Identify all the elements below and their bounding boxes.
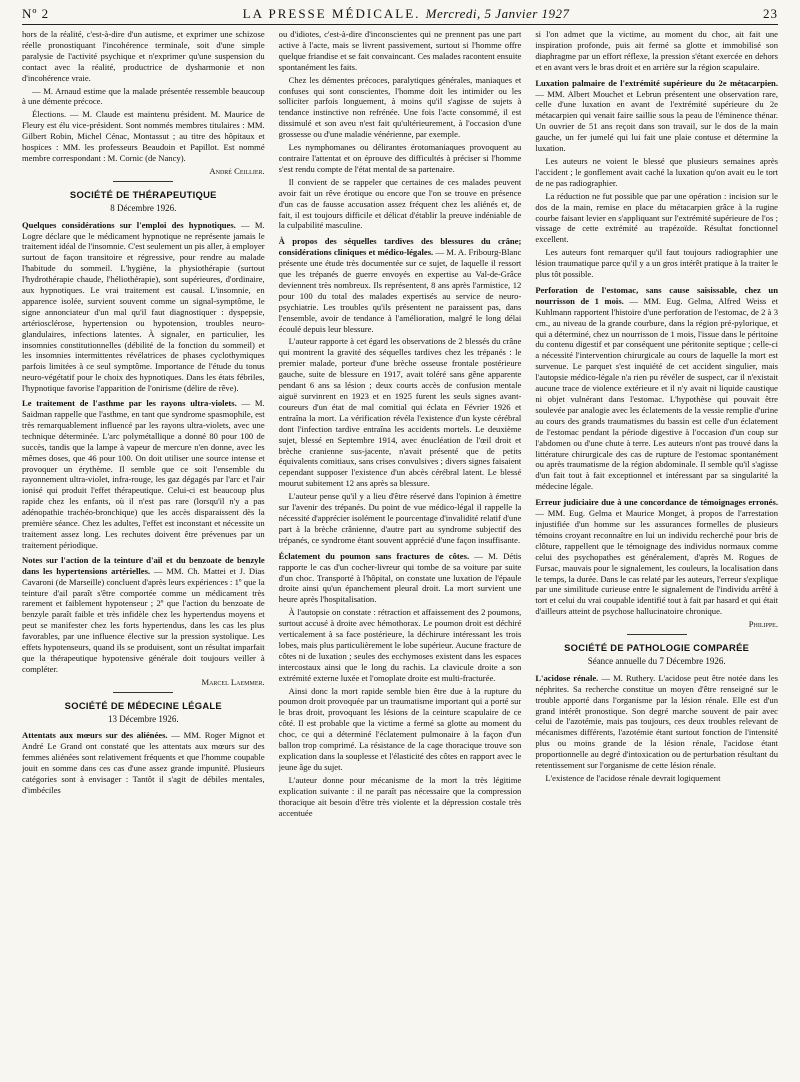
paragraph: L'auteur pense qu'il y a lieu d'être réservé dans l'opinion à émettre sur l'avenir des trépanés. Du point de vue médico-légal il rappelle la nécessité d'apprécier isolément le pourcentage d'invalidité relatif d'une part à la brèche crânienne, d'autre part au syndrome subjectif des trépanés, ce syndrome étant souvent apprécié d'une façon insuffisante.	[278, 491, 522, 545]
page-number: 23	[762, 6, 778, 21]
paragraph: À l'autopsie on constate : rétraction et affaissement des 2 poumons, surtout accusé à droite avec hémothorax. Le poumon droit est déchiré verticalement à sa face postérieure, la déchirure intéressant les trois lobes, mais plus particulièrement le lobe supérieur. Aucune fracture de côtes ni de luxation ; seules des ecchymoses existent dans les espaces intercostaux ainsi que le long du rachis. La clavicule droite a son extrémité externe luxée et l'omoplate droite est multi-fracturée.	[278, 607, 522, 683]
paragraph: Élections. — M. Claude est maintenu président. M. Maurice de Fleury est élu vice-président. Sont nommés membres titulaires : MM. Gilbert Robin, Michel Cénac, Montassut ; au titre des hôpitaux et hospices : MM. les professeurs Beaudoin et Papillot. Est nommé membre correspondant : M. Cornic (de Nancy).	[22, 109, 265, 163]
columns	[22, 29, 778, 1069]
journal-title: LA PRESSE MÉDICALE	[242, 6, 416, 21]
signature: André Ceillier.	[209, 165, 265, 176]
paragraph: — M. Saidman rappelle que l'asthme, en tant que syndrome spasmophile, est très remarquablement influencé par les rayons ultra-violets, avec une technique déterminée. L'arc polymétallique a donné 80 pour 100 de succès, tandis que la lampe à vapeur de mercure n'en donne, avec les mêmes doses, que 46 pour 100. On doit utiliser une source intense et provoquer un érythème. Il semble que ce soit l'ensemble du rayonnement ultra-violet, infra-rouge, les gaz dégagés par l'arc et l'air ionisé qui produit l'effet thérapeutique. Celui-ci est beaucoup plus rapide chez les enfants, où il n'est pas rare (lorsqu'il n'y a pas adénopathie trachéo-bronchique) que les accès disparaissent dès la première séance. Chez les adultes, l'effet est inconstant et nécessite un traitement assez long. Les rechutes doivent être prévenues par un traitement périodique.	[22, 398, 265, 550]
society-heading: SOCIÉTÉ DE PATHOLOGIE COMPARÉE	[564, 642, 750, 654]
paragraph: hors de la réalité, c'est-à-dire d'un autisme, et exprimer une schizose réelle pronostiquant l'incohérence terminale, soit d'une simple paralysie de l'activité psychique et n'exprimer qu'une suspension du contact avec la réalité, productrice de dysharmonie et non d'incohérence vraie.	[22, 29, 265, 83]
paragraph: ou d'idiotes, c'est-à-dire d'inconscientes qui ne prennent pas une part active à l'acte, mais se livrent passivement, surtout si l'homme offre quelque friandise et se fait convaincant. Ces malades racontent ensuite spontanément les faits.	[278, 29, 522, 72]
paragraph: — MM. Roger Mignot et André Le Grand ont constaté que les attentats aux mœurs sur des femmes aliénées sont relativement fréquents et que l'homme coupable jouit en somme dans ces cas d'une assez grande impunité. Plusieurs catégories sont à envisager : Tantôt il s'agit de débiles mentales, d'imbéciles	[22, 730, 265, 795]
paragraph: si l'on admet que la victime, au moment du choc, ait fait une inspiration profonde, puis ait fermé sa glotte et immobilisé son diaphragme par un effort réflexe, la pression s'étant exercée en dehors et en avant vers le bras droit et en arrière sur la région scapulaire.	[535, 29, 778, 72]
column-1	[22, 29, 265, 1069]
paragraph: Les auteurs font remarquer qu'il faut toujours radiographier une lésion traumatique parce qu'il y a un gros intérêt pratique à la traiter le plus tôt possible.	[535, 247, 778, 280]
article-heading: Attentats aux mœurs sur des aliénées.	[22, 730, 168, 741]
article-heading: Erreur judiciaire due à une concordance de témoignages erronés.	[535, 497, 778, 508]
paragraph: L'existence de l'acidose rénale devrait logiquement	[545, 773, 721, 783]
article-heading: Quelques considérations sur l'emploi des hypnotiques.	[22, 219, 236, 230]
paragraph: — M. Ruthery. L'acidose peut être notée dans les néphrites. Sa recherche constitue un moyen d'être renseigné sur le trouble apporté dans l'organisme par la lésion rénale. Elle est d'un grand intérêt pronostique. Son degré marche souvent de pair avec celui de l'azotémie, mais pas toujours, ces deux troubles relevant de mécanismes différents, l'azotémie étant surtout fonction de l'intensité plus ou moins grande de la lésion rénale, l'acidose étant proportionnelle au degré d'intoxication ou de perturbation résultant du retentissement sur l'organisme de cette lésion rénale.	[535, 672, 778, 771]
paragraph: — M. Arnaud estime que la malade présentée ressemble beaucoup à une démente précoce.	[22, 85, 265, 107]
session-date: 13 Décembre 1926.	[107, 713, 179, 724]
paragraph: — M. Détis rapporte le cas d'un cocher-livreur qui tombe de sa voiture par suite d'un choc. Transporté à l'hôpital, on constate une luxation de l'épaule droite ainsi qu'un épanchement pleural droit. La mort survient une heure après l'hospitalisation.	[278, 550, 522, 605]
society-heading: SOCIÉTÉ DE THÉRAPEUTIQUE	[69, 188, 217, 200]
signature: Marcel Laemmer.	[201, 676, 265, 687]
paragraph: Chez les démentes précoces, paralytiques générales, maniaques et confuses qui sont conscientes, l'homme doit les intimider ou les solliciter parfois longuement, à moins qu'il s'agisse de sujets à tendance instinctive non refrénée. Une fois l'acte consommé, il est dissimulé et son aveu n'est fait qu'ultérieurement, à l'occasion d'une grossesse ou d'une maladie vénérienne, par exemple.	[278, 74, 522, 140]
running-header	[22, 6, 778, 22]
paragraph: Il convient de se rappeler que certaines de ces malades peuvent avoir fait un rêve érotique ou encore que l'on se trouve en présence d'un cas de fausse accusation assez fréquent chez les aliénés et, de fait, il est toujours difficile et délicat d'établir la preuve indéniable de la culpabilité masculine.	[278, 176, 522, 231]
section-divider	[627, 634, 687, 635]
paragraph: L'auteur donne pour mécanisme de la mort la très légitime explication suivante : il ne paraît pas nécessaire que la compression thoracique ait besoin d'être très violente et la dépression costale très accentuée	[278, 774, 522, 818]
header-rule	[22, 24, 778, 25]
session-date: 8 Décembre 1926.	[110, 202, 177, 213]
column-2	[279, 29, 522, 1069]
paragraph: — MM. Albert Mouchet et Lebrun présentent une observation rare, celle d'une luxation en avant de l'extrémité supérieure du 2e métacarpien qui venait faire saillie sous la peau de l'éminence thénar. Un ouvrier de 51 ans reçoit dans son travail, sur le dos de la main gauche, un fer jumelé qui lui fait une plaie contuse et détermine la luxation.	[535, 88, 778, 154]
paragraph: L'auteur rapporte à cet égard les observations de 2 blessés du crâne qui montrent la gravité des séquelles tardives chez les trépanés : le premier malade, porteur d'une brèche osseuse frontale postérieure gauche, suite de blessure en 1917, avait toléré sans gêne apparente pendant 6 ans sa lésion ; deux courts accès de confusion mentale aiguë survinrent en 1923 et en 1925 furent les seuls signes avant-coureurs d'un état de mal comitial qui éclata en Février 1926 et entraîna la mort. La vérification révéla l'existence d'un kyste cérébral dont l'infection tardive entraîna les accidents mortels. Le deuxième sujet, blessé en Septembre 1914, avec énucléation de l'œil droit et brèche cranienne sus-jacente, n'avait présenté que de petits équivalents comitiaux, sans crises convulsives ; divers signes faisaient cependant supposer l'existence d'un abcès cérébral latent. Le blessé mourut subitement 12 ans après sa blessure.	[278, 336, 522, 489]
paragraph: — MM. Eug. Gelma, Alfred Weiss et Kuhlmann rapportent l'histoire d'une perforation de l'estomac, de 2 à 3 cm., au niveau de la grande courbure, dans la région pré-pylorique, et qui a déterminé, chez un nourrisson de 1 mois, l'issue dans le péritoine du contenu digestif et par conséquent une péritonite septique ; celle-ci a nécessité l'intervention chirurgicale au cours de laquelle la mort est survenue. Le parquet s'est inquiété de cet accident singulier, mais l'autopsie médico-légale n'a rien pu révéler de suspect, car il n'existait aucune trace de violence extérieure et il n'y avait ni liquide caustique ni objet vulnérant dans l'estomac. L'hypothèse qui pouvait être soulevée par analogie avec les éclatements de la vessie remplie d'urine au cours des grands traumatismes du bassin est celle d'un éclatement de l'estomac pendant la période digestive à l'occasion d'un coup sur l'abdomen ou d'une chute à terre. Les auteurs n'ont pas trouvé dans la littérature chirurgicale des cas de rupture de l'estomac spontanément ou après traumatisme de la région abdominale. Il semble qu'il s'agisse d'un fait tout à fait exceptionnel et intéressant par sa singularité la médecine légale.	[535, 295, 778, 492]
article-heading: L'acidose rénale.	[535, 672, 599, 683]
journal-title-line: LA PRESSE MÉDICALE. Mercredi, 5 Janvier 1927	[242, 6, 570, 21]
society-heading: SOCIÉTÉ DE MÉDECINE LÉGALE	[64, 699, 222, 711]
paragraph: La réduction ne fut possible que par une opération : incision sur le dos de la main, remise en place du métacarpien grâce à la rugine courbe faisant levier en s'appliquant sur l'extrémité supérieure de l'os ; vissage de cette extrémité au trapézoïde. Résultat fonctionnel excellent.	[535, 190, 778, 245]
article-heading: Luxation palmaire de l'extrémité supérieure du 2e métacarpien.	[535, 77, 778, 88]
paragraph: — MM. Ch. Mattei et J. Dias Cavaroni (de Marseille) concluent d'après leurs expériences : 1º que la teinture d'ail paraît s'être comportée comme un médicament très rarement et faiblement hypotenseur ; 2º que l'action du benzoate de benzyle paraît faible et très infidèle chez les hypertendus moyens et peut se manifester chez les forts hypertendus, dans les cas les plus favorables, par une influence élective sur la pression systolique. Les effets hypotenseurs, quand ils se produisent, sont un résultat imparfait que la thérapeutique hypotensive générale doit toujours veiller à compléter.	[22, 565, 265, 674]
section-divider	[113, 181, 173, 182]
issue-number: Nº 2	[22, 6, 50, 21]
paragraph: — MM. Eug. Gelma et Maurice Monget, à propos de l'arrestation injustifiée d'un homme sur les assurances formelles de plusieurs témoins croyant reconnaître en lui un individu recherché pour bris de clôture, rappellent que le témoignage des individus normaux comme celui des psychopathes est généralement, d'après M. Rogues de Fursac, mauvais pour le signalement, les couleurs, la localisation dans le temps, la durée. Dans le cas relaté par les auteurs, l'erreur s'explique par une similitude curieuse entre le signalement de l'individu arrêté à tort et celui du vrai coupable identifié tout à fait par hasard et qui était d'ailleurs atteint de psychose hallucinatoire chronique.	[535, 508, 778, 617]
paragraph: — M. Logre déclare que le médicament hypnotique ne représente jamais le traitement idéal de l'insomnie. C'est seulement un pis aller, à employer surtout de façon transitoire et régressive, pour rendre au malade l'habitude du sommeil. L'hygiène, la physiothérapie (surtout l'hydrothérapie chaude, l'héliothérapie), sont supérieures, d'ordinaire, aux hypnotiques. Le vrai traitement est causal. L'insomnie, en apparence isolée, survient souvent comme un signal-symptôme, le signe annonciateur d'un mal qu'il faut diagnostiquer : dyspepsie, artériosclérose, hypertension ou hypotension, troubles neuro-glandulaires, infections latentes. À signaler, en particulier, les insomnies constitutionnelles (débilité de la fonction du sommeil) et les insomnies intermittentes révélatrices de phases cyclothymiques parfois limitées à ce seul symptôme. Importance de l'étude du tonus neuro-végétatif pour le choix des hypnotiques. Dans les états fébriles, l'hypnotique favorise l'apparition de l'onirisme (délire de rêve).	[22, 219, 265, 394]
paragraph: Ainsi donc la mort rapide semble bien être due à la rupture du poumon droit provoquée par un traumatisme important qui a porté sur le bras droit, provoquant les lésions de la ceinture scapulaire de ce côté. Il est probable que la victime a fermé sa glotte au moment du choc, ce qui a déterminé l'éclatement pulmonaire à la façon d'un ballon trop comprimé. La résistance de la cage thoracique trouve son explication dans la souplesse et l'élasticité des côtes en rapport avec le jeune âge du sujet.	[278, 685, 522, 772]
article-heading: Perforation de l'estomac, sans cause saisissable, chez un nourrisson de 1 mois.	[535, 284, 778, 306]
issue-date: Mercredi, 5 Janvier 1927	[425, 6, 570, 21]
paragraph: — M. A. Fribourg-Blanc présente une étude très documentée sur ce sujet, de laquelle il ressort que les trépanés de guerre envoyés en expertise au Val-de-Grâce deviennent très nombreux. Ils représentent, 8 ans après l'armistice, 12 pour 100 du total des malades expertisés au service de neuro-psychiatrie. Les troubles qu'ils présentent ne paraissent pas, dans l'ensemble, avoir de tendance à l'amélioration, malgré le long délai écoulé depuis leur blessure.	[278, 247, 522, 334]
column-3	[535, 29, 778, 1069]
article-heading: Notes sur l'action de la teinture d'ail et du benzoate de benzyle dans les hypertensions artérielles.	[22, 554, 265, 576]
paragraph: Les auteurs ne voient le blessé que plusieurs semaines après l'accident ; le gonflement avait caché la luxation qu'on avait eu le tort de ne pas radiographier.	[535, 155, 778, 188]
section-divider	[113, 692, 173, 693]
article-heading: Éclatement du poumon sans fractures de côtes.	[278, 550, 470, 561]
signature: Philippe.	[748, 619, 778, 630]
article-heading: Le traitement de l'asthme par les rayons ultra-violets.	[22, 398, 237, 409]
article-heading: À propos des séquelles tardives des blessures du crâne; considérations cliniques et médico-légales.	[278, 236, 522, 258]
session-date: Séance annuelle du 7 Décembre 1926.	[587, 655, 726, 666]
paragraph: Les nymphomanes ou délirantes érotomaniaques provoquent au contraire l'attentat et on éprouve des difficultés à préciser si l'homme s'est rendu compte de l'état mental de sa partenaire.	[278, 142, 522, 174]
